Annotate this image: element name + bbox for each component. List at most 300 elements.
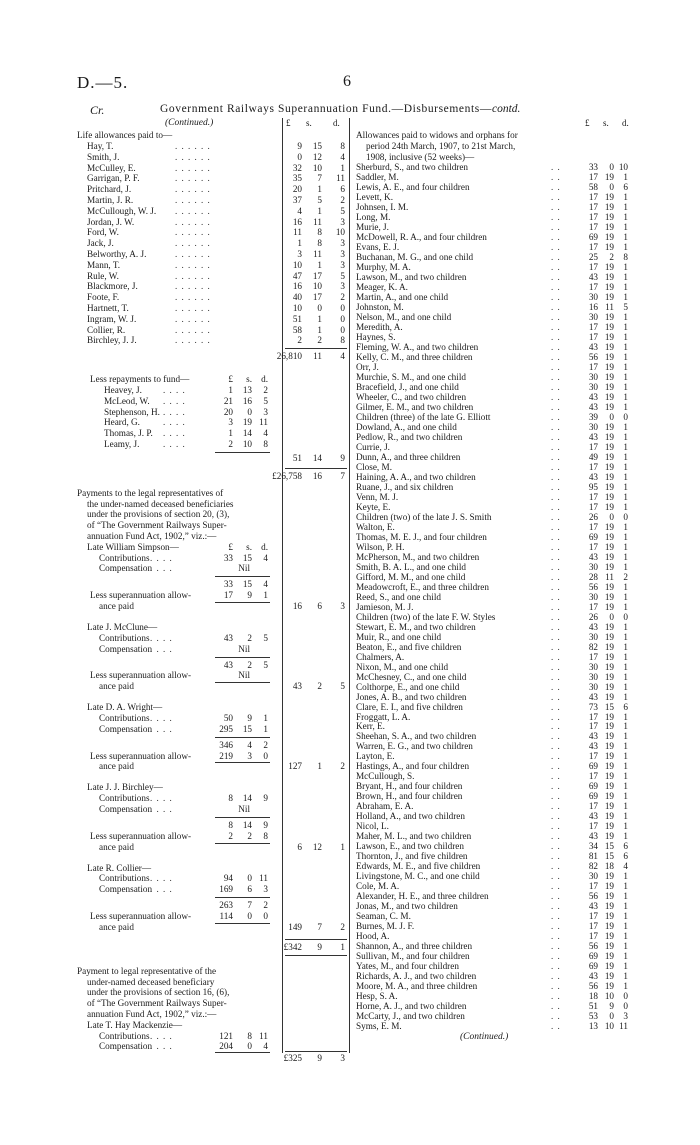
widow-allowance-pence: 1 bbox=[623, 481, 628, 492]
leader-dots: . . bbox=[551, 1011, 561, 1022]
widow-allowance-pounds: 69 bbox=[588, 232, 598, 243]
life-allowance-pence: 8 bbox=[340, 335, 345, 346]
life-allowance-shillings: 17 bbox=[312, 270, 322, 281]
widow-allowance-name: Haining, A. A., and two children bbox=[356, 471, 476, 482]
widow-allowance-pounds: 17 bbox=[588, 362, 598, 373]
widow-allowance-pounds: 69 bbox=[588, 791, 598, 802]
widow-allowance-pence: 1 bbox=[623, 941, 628, 952]
widow-allowance-name: Jamieson, M. J. bbox=[356, 601, 414, 612]
leader-dots: . . bbox=[551, 761, 561, 772]
estate-sum-shillings: 4 bbox=[247, 739, 252, 750]
widow-allowance-name: Sullivan, M., and four children bbox=[356, 951, 470, 962]
widow-allowance-pounds: 30 bbox=[588, 671, 598, 682]
leader-dots: . . bbox=[551, 292, 561, 303]
widow-allowance-pence: 1 bbox=[623, 591, 628, 602]
less-hdr-shillings: s. bbox=[246, 374, 252, 385]
widow-allowance-name: Chalmers, A. bbox=[356, 651, 405, 662]
widow-allowance-pounds: 43 bbox=[588, 431, 598, 442]
life-allowance-name: Foote, F. bbox=[87, 292, 120, 303]
widow-allowance-shillings: 19 bbox=[604, 372, 614, 383]
repayment-name: Heard, G. bbox=[104, 417, 140, 428]
widow-allowance-name: Shannon, A., and three children bbox=[356, 941, 473, 952]
widow-allowance-shillings: 19 bbox=[604, 471, 614, 482]
widow-allowance-pounds: 17 bbox=[588, 501, 598, 512]
leader-dots: . . . . bbox=[163, 417, 186, 428]
leader-dots: . . . . bbox=[150, 632, 173, 643]
widow-allowance-name: Froggatt, L. A. bbox=[356, 711, 411, 722]
widow-allowance-pence: 1 bbox=[623, 561, 628, 572]
leader-dots: . . bbox=[551, 441, 561, 452]
widow-allowance-pounds: 82 bbox=[588, 861, 598, 872]
leader-dots: . . . . . . bbox=[175, 184, 211, 195]
payments-paragraph-line: of “The Government Railways Super- bbox=[87, 520, 227, 531]
widow-allowance-name: Moore, M. A., and three children bbox=[356, 981, 478, 992]
widow-allowance-pence: 1 bbox=[623, 491, 628, 502]
widow-allowance-name: McPherson, M., and two children bbox=[356, 551, 480, 562]
leader-dots: . . bbox=[551, 551, 561, 562]
leader-dots: . . bbox=[551, 312, 561, 323]
estate-total-shillings: 12 bbox=[312, 841, 322, 852]
estate-compensation-pence: 3 bbox=[263, 884, 268, 895]
widow-allowance-pounds: 17 bbox=[588, 282, 598, 293]
leader-dots: . . bbox=[551, 691, 561, 702]
widow-allowance-shillings: 9 bbox=[609, 1001, 614, 1012]
widow-allowance-pence: 1 bbox=[623, 521, 628, 532]
widow-allowance-shillings: 19 bbox=[604, 641, 614, 652]
widow-allowance-pence: 1 bbox=[623, 681, 628, 692]
life-allowance-pounds: 16 bbox=[292, 216, 302, 227]
widow-allowance-pounds: 51 bbox=[588, 1001, 598, 1012]
widow-allowance-pence: 1 bbox=[623, 202, 628, 213]
estate-hdr-shillings: s. bbox=[246, 541, 252, 552]
estate-sum-shillings: 15 bbox=[242, 579, 252, 590]
life-allowance-name: Ford, W. bbox=[87, 227, 119, 238]
widow-allowance-pence: 1 bbox=[623, 232, 628, 243]
widow-allowance-pence: 1 bbox=[623, 821, 628, 832]
repayment-pence: 2 bbox=[263, 385, 268, 395]
widow-allowance-pence: 1 bbox=[623, 372, 628, 383]
widow-allowance-name: Dunn, A., and three children bbox=[356, 451, 461, 462]
widow-allowance-name: Meager, K. A. bbox=[356, 282, 408, 293]
widow-allowance-pounds: 56 bbox=[588, 941, 598, 952]
widow-allowance-shillings: 11 bbox=[605, 571, 614, 582]
estates-total-shillings: 9 bbox=[317, 941, 322, 952]
leader-dots: . . . . . . bbox=[175, 216, 211, 227]
left-col-shillings-header: s. bbox=[306, 118, 312, 128]
leader-dots: . . bbox=[551, 951, 561, 962]
widow-allowance-pence: 1 bbox=[623, 911, 628, 922]
leader-dots: . . bbox=[551, 621, 561, 632]
widow-allowance-name: McCullough, S. bbox=[356, 771, 415, 782]
estate-compensation-pounds: 295 bbox=[219, 723, 233, 734]
widow-allowance-shillings: 19 bbox=[604, 202, 614, 213]
leader-dots: . . bbox=[551, 871, 561, 882]
widow-allowance-shillings: 19 bbox=[604, 312, 614, 323]
leader-dots: . . bbox=[551, 781, 561, 792]
leader-dots: . . bbox=[551, 202, 561, 213]
leader-dots: . . . . bbox=[150, 793, 173, 804]
estate-sum-shillings: 2 bbox=[247, 659, 252, 670]
widow-allowance-pounds: 43 bbox=[588, 831, 598, 842]
leader-dots: . . bbox=[551, 212, 561, 223]
widow-allowance-pence: 1 bbox=[623, 531, 628, 542]
estate-total-shillings: 2 bbox=[317, 681, 322, 692]
widow-allowance-pounds: 30 bbox=[588, 661, 598, 672]
widow-allowance-shillings: 2 bbox=[609, 252, 614, 263]
widow-allowance-pence: 1 bbox=[623, 471, 628, 482]
widow-allowance-pence: 1 bbox=[623, 272, 628, 283]
right-col-pence-header: d. bbox=[622, 118, 629, 128]
widow-allowance-name: Livingstone, M. C., and one child bbox=[356, 871, 480, 882]
widow-allowance-pounds: 17 bbox=[588, 601, 598, 612]
leader-dots: . . bbox=[551, 651, 561, 662]
leader-dots: . . bbox=[551, 252, 561, 263]
widow-allowance-shillings: 19 bbox=[604, 232, 614, 243]
widow-allowance-pounds: 69 bbox=[588, 961, 598, 972]
widow-allowance-pounds: 34 bbox=[588, 841, 598, 852]
rule bbox=[215, 843, 270, 844]
life-allowance-pounds: 51 bbox=[292, 313, 302, 324]
estate-total-pounds: 149 bbox=[288, 921, 302, 932]
widow-allowance-pounds: 69 bbox=[588, 951, 598, 962]
widow-allowance-name: Lewis, A. E., and four children bbox=[356, 182, 470, 193]
widow-allowance-shillings: 19 bbox=[604, 781, 614, 792]
estate-compensation-pounds: 169 bbox=[219, 884, 233, 895]
leader-dots: . . . . . . bbox=[175, 162, 211, 173]
estate-contributions-shillings: 9 bbox=[247, 713, 252, 723]
widow-allowance-name: Levett, K. bbox=[356, 192, 393, 203]
leader-dots: . . bbox=[551, 851, 561, 862]
widow-allowance-pounds: 17 bbox=[588, 262, 598, 273]
widow-allowance-pounds: 39 bbox=[588, 411, 598, 422]
estate-allowance-pounds: 114 bbox=[219, 911, 233, 921]
leader-dots: . . bbox=[551, 751, 561, 762]
widow-allowance-pounds: 17 bbox=[588, 911, 598, 922]
widow-allowance-name: Nelson, M., and one child bbox=[356, 312, 452, 323]
widow-allowance-name: Layton, E. bbox=[356, 751, 395, 762]
widow-allowance-pounds: 73 bbox=[588, 701, 598, 712]
estate-sum-pounds: 263 bbox=[219, 900, 233, 911]
life-allowance-pence: 1 bbox=[340, 162, 345, 173]
leader-dots: . . bbox=[551, 841, 561, 852]
widow-allowance-name: Close, M. bbox=[356, 461, 392, 472]
widow-allowance-shillings: 19 bbox=[604, 481, 614, 492]
widow-allowance-shillings: 19 bbox=[604, 292, 614, 303]
widow-allowance-pounds: 17 bbox=[588, 332, 598, 343]
leader-dots: . . . . . . bbox=[175, 270, 211, 281]
widow-allowance-shillings: 19 bbox=[604, 921, 614, 932]
estate-total-pounds: 43 bbox=[292, 681, 302, 692]
estate-name: Late D. A. Wright— bbox=[87, 702, 163, 713]
widow-allowance-pounds: 30 bbox=[588, 631, 598, 642]
leader-dots: . . . . . . bbox=[175, 238, 211, 249]
widow-allowance-shillings: 19 bbox=[604, 721, 614, 732]
estate-contributions-pounds: 43 bbox=[223, 632, 233, 643]
leader-dots: . . bbox=[551, 531, 561, 542]
estate-allowance-pounds: 17 bbox=[223, 590, 233, 601]
widow-allowance-pence: 6 bbox=[623, 182, 628, 193]
life-allowance-pence: 3 bbox=[340, 249, 345, 259]
life-allowance-pounds: 32 bbox=[292, 162, 302, 173]
widow-allowance-pounds: 17 bbox=[588, 651, 598, 662]
widow-allowance-pence: 0 bbox=[623, 1001, 628, 1012]
widow-allowance-pounds: 56 bbox=[588, 981, 598, 992]
estate-contributions-pounds: 8 bbox=[228, 793, 233, 804]
widow-allowance-pence: 6 bbox=[623, 841, 628, 852]
leader-dots: . . bbox=[551, 831, 561, 842]
leader-dots: . . . . . . bbox=[175, 281, 211, 292]
widow-allowance-pence: 1 bbox=[623, 342, 628, 353]
life-allowance-pence: 2 bbox=[340, 195, 345, 205]
widow-allowance-shillings: 19 bbox=[604, 272, 614, 283]
estate-contributions-shillings: 14 bbox=[242, 793, 252, 804]
leader-dots: . . bbox=[551, 921, 561, 932]
widow-allowance-name: Hastings, A., and four children bbox=[356, 761, 470, 772]
widow-allowance-name: Pedlow, R., and two children bbox=[356, 431, 463, 442]
repayment-pounds: 20 bbox=[223, 406, 233, 417]
estate-total-shillings: 1 bbox=[317, 761, 322, 772]
life-allowance-pounds: 40 bbox=[292, 292, 302, 303]
widow-allowance-pounds: 43 bbox=[588, 731, 598, 742]
repayment-name: McLeod, W. bbox=[104, 395, 150, 406]
widow-allowance-pence: 1 bbox=[623, 921, 628, 932]
estate-sum-shillings: 7 bbox=[247, 900, 252, 911]
widow-allowance-shillings: 19 bbox=[604, 901, 614, 912]
leader-dots: . . . . bbox=[150, 884, 173, 895]
widow-allowance-shillings: 10 bbox=[604, 1021, 614, 1032]
leader-dots: . . bbox=[551, 591, 561, 602]
widow-allowance-pence: 1 bbox=[623, 262, 628, 273]
life-allowance-pounds: 35 bbox=[292, 173, 302, 184]
leader-dots: . . bbox=[551, 671, 561, 682]
life-allowance-pounds: 58 bbox=[292, 324, 302, 335]
widow-allowance-shillings: 19 bbox=[604, 531, 614, 542]
widow-allowance-shillings: 19 bbox=[604, 551, 614, 562]
payment-paragraph-line: under the provisions of section 16, (6), bbox=[87, 987, 230, 998]
leader-dots: . . bbox=[551, 272, 561, 283]
widow-allowance-pence: 1 bbox=[623, 501, 628, 512]
widow-allowance-name: Edwards, M. E., and five children bbox=[356, 861, 481, 872]
estate-total-shillings: 7 bbox=[317, 921, 322, 932]
leader-dots: . . bbox=[551, 521, 561, 532]
estate-sum-pounds: 43 bbox=[223, 659, 233, 670]
estate-allowance-shillings: 3 bbox=[247, 750, 252, 761]
estate-name: Late T. Hay Mackenzie— bbox=[87, 1019, 183, 1030]
widow-allowance-name: Lawson, E., and two children bbox=[356, 841, 464, 852]
estate-contributions-pence: 1 bbox=[263, 713, 268, 723]
widow-allowance-pounds: 17 bbox=[588, 771, 598, 782]
widow-allowance-name: Long, M. bbox=[356, 212, 391, 223]
widow-allowance-shillings: 19 bbox=[604, 981, 614, 992]
widow-allowance-pence: 11 bbox=[619, 1021, 628, 1032]
widow-allowance-pounds: 69 bbox=[588, 781, 598, 792]
leader-dots: . . bbox=[551, 471, 561, 482]
life-allowance-pounds: 4 bbox=[297, 205, 302, 216]
leader-dots: . . bbox=[551, 891, 561, 902]
widow-allowance-shillings: 19 bbox=[604, 541, 614, 552]
life-total-pounds: 26,810 bbox=[276, 351, 302, 362]
life-allowance-shillings: 11 bbox=[313, 216, 322, 227]
widow-allowance-pounds: 17 bbox=[588, 921, 598, 932]
widow-allowance-pence: 1 bbox=[623, 382, 628, 393]
widow-allowance-shillings: 15 bbox=[604, 701, 614, 712]
repayment-pence: 8 bbox=[263, 439, 268, 449]
widow-allowance-shillings: 19 bbox=[604, 242, 614, 253]
leader-dots: . . bbox=[551, 911, 561, 922]
widow-allowance-pounds: 17 bbox=[588, 441, 598, 452]
leader-dots: . . . . bbox=[150, 643, 173, 654]
widow-allowance-shillings: 19 bbox=[604, 891, 614, 902]
widow-allowance-pounds: 17 bbox=[588, 711, 598, 722]
estate-allowance-pence: 0 bbox=[263, 911, 268, 921]
widow-allowance-shillings: 0 bbox=[609, 182, 614, 193]
estate-total-pence: 1 bbox=[340, 841, 345, 852]
less-repayments-title: Less repayments to fund— bbox=[90, 374, 190, 385]
leader-dots: . . bbox=[551, 182, 561, 193]
life-net-total-pounds: £26,758 bbox=[272, 470, 302, 481]
widow-allowance-pence: 1 bbox=[623, 431, 628, 442]
widow-allowance-name: Orr, J. bbox=[356, 362, 379, 373]
widow-allowance-pounds: 26 bbox=[588, 611, 598, 622]
widow-allowance-pence: 1 bbox=[623, 551, 628, 562]
widow-allowance-name: Walton, E. bbox=[356, 521, 395, 532]
compensation-label: Compensation bbox=[99, 563, 153, 574]
less-allowance-label: Less superannuation allow- bbox=[90, 670, 192, 681]
widow-allowance-pence: 1 bbox=[623, 641, 628, 652]
estate-contributions-pounds: 94 bbox=[223, 873, 233, 884]
estate-allowance-pence: 8 bbox=[263, 830, 268, 841]
widow-allowance-name: Murie, J. bbox=[356, 222, 389, 233]
less-allowance-label-2: ance paid bbox=[99, 921, 134, 932]
widow-allowance-pence: 1 bbox=[623, 791, 628, 802]
rule bbox=[215, 817, 270, 818]
widow-allowance-pounds: 56 bbox=[588, 352, 598, 363]
compensation-label: Compensation bbox=[99, 884, 153, 895]
widow-allowance-pounds: 17 bbox=[588, 801, 598, 812]
estate-allowance-pounds: 219 bbox=[219, 750, 233, 761]
widow-allowance-pounds: 82 bbox=[588, 641, 598, 652]
estate-sum-pence: 2 bbox=[263, 900, 268, 911]
less-allowance-label: Less superannuation allow- bbox=[90, 590, 192, 601]
leader-dots: . . . . . . bbox=[175, 151, 211, 162]
widow-allowance-shillings: 19 bbox=[604, 941, 614, 952]
estate-hdr-pounds: £ bbox=[228, 541, 233, 552]
estate-name: Late R. Collier— bbox=[87, 862, 152, 873]
widow-allowance-pence: 1 bbox=[623, 761, 628, 772]
continued-footer: (Continued.) bbox=[460, 1032, 509, 1042]
page-heading-contd: contd. bbox=[491, 103, 521, 115]
leader-dots: . . . . . . bbox=[175, 249, 211, 259]
widow-allowance-shillings: 19 bbox=[604, 651, 614, 662]
widow-allowance-pence: 1 bbox=[623, 402, 628, 412]
widow-allowance-pence: 1 bbox=[623, 671, 628, 682]
compensation-label: Compensation bbox=[99, 1041, 153, 1052]
rule bbox=[215, 737, 270, 738]
widow-allowance-pence: 1 bbox=[623, 731, 628, 742]
leader-dots: . . . . bbox=[150, 723, 173, 734]
widow-allowance-pence: 6 bbox=[623, 701, 628, 712]
widow-allowance-pounds: 17 bbox=[588, 931, 598, 942]
leader-dots: . . bbox=[551, 352, 561, 363]
leader-dots: . . bbox=[551, 961, 561, 972]
compensation-label: Compensation bbox=[99, 723, 153, 734]
life-allowance-pounds: 1 bbox=[297, 238, 302, 249]
less-hdr-pence: d. bbox=[261, 374, 268, 385]
widows-intro-line: 1908, inclusive (52 weeks)— bbox=[366, 151, 475, 162]
widow-allowance-shillings: 19 bbox=[604, 382, 614, 393]
life-allowance-name: Belworthy, A. J. bbox=[87, 249, 147, 259]
estate-compensation-pence: 1 bbox=[263, 723, 268, 734]
estate-contributions-shillings: 0 bbox=[247, 873, 252, 884]
widow-allowance-name: Fleming, W. A., and two children bbox=[356, 342, 479, 353]
widow-allowance-pounds: 30 bbox=[588, 312, 598, 323]
widow-allowance-pounds: 16 bbox=[588, 302, 598, 313]
widow-allowance-pounds: 17 bbox=[588, 222, 598, 233]
life-allowance-pence: 3 bbox=[340, 216, 345, 227]
widow-allowance-pounds: 17 bbox=[588, 521, 598, 532]
life-allowance-name: Hay, T. bbox=[87, 141, 114, 151]
estate-sum-pence: 5 bbox=[263, 659, 268, 670]
widows-intro-line: Allowances paid to widows and orphans for bbox=[356, 130, 518, 140]
repayment-pence: 5 bbox=[263, 395, 268, 406]
estate-total-pounds: 127 bbox=[288, 761, 302, 772]
leader-dots: . . bbox=[551, 461, 561, 472]
life-allowance-pence: 0 bbox=[340, 324, 345, 335]
life-allowance-name: Jack, J. bbox=[87, 238, 114, 249]
widow-allowance-pounds: 17 bbox=[588, 881, 598, 892]
life-allowance-pence: 3 bbox=[340, 281, 345, 292]
leader-dots: . . . . bbox=[150, 1041, 173, 1052]
widow-allowance-name: McChesney, C., and one child bbox=[356, 671, 467, 682]
less-allowance-label-2: ance paid bbox=[99, 841, 134, 852]
widow-allowance-shillings: 19 bbox=[604, 741, 614, 752]
leader-dots: . . bbox=[551, 581, 561, 592]
less-allowance-label-2: ance paid bbox=[99, 601, 134, 611]
less-hdr-pounds: £ bbox=[228, 374, 233, 385]
widow-allowance-pence: 10 bbox=[618, 162, 628, 173]
widow-allowance-pounds: 53 bbox=[588, 1011, 598, 1022]
widow-allowance-pence: 1 bbox=[623, 282, 628, 293]
leader-dots: . . bbox=[551, 811, 561, 822]
estate-sum-pounds: 346 bbox=[219, 739, 233, 750]
widow-allowance-name: Children (two) of the late F. W. Styles bbox=[356, 611, 496, 622]
widow-allowance-name: Martin, A., and one child bbox=[356, 292, 449, 303]
leader-dots: . . bbox=[551, 731, 561, 742]
life-allowance-name: Birchley, J. J. bbox=[87, 335, 137, 346]
leader-dots: . . . . bbox=[150, 552, 173, 563]
widow-allowance-pence: 1 bbox=[623, 322, 628, 333]
widow-allowance-shillings: 19 bbox=[604, 192, 614, 203]
widow-allowance-name: Reed, S., and one child bbox=[356, 591, 441, 602]
contributions-label: Contributions bbox=[99, 552, 150, 563]
widow-allowance-pounds: 17 bbox=[588, 461, 598, 472]
leader-dots: . . bbox=[551, 1001, 561, 1012]
widow-allowance-shillings: 19 bbox=[604, 951, 614, 962]
leader-dots: . . bbox=[551, 372, 561, 383]
widow-allowance-shillings: 15 bbox=[604, 851, 614, 862]
widow-allowance-name: Thornton, J., and five children bbox=[356, 851, 468, 862]
leader-dots: . . bbox=[551, 701, 561, 712]
widow-allowance-name: Hesp, S. A. bbox=[356, 991, 398, 1002]
widow-allowance-pounds: 58 bbox=[588, 182, 598, 193]
widow-allowance-shillings: 0 bbox=[609, 162, 614, 173]
leader-dots: . . . . bbox=[163, 439, 186, 449]
life-allowance-name: Jordan, J. W. bbox=[87, 216, 135, 227]
widow-allowance-pounds: 30 bbox=[588, 382, 598, 393]
widow-allowance-name: Murchie, S. M., and one child bbox=[356, 372, 466, 383]
widow-allowance-name: Kerr, E. bbox=[356, 721, 385, 732]
estate-contributions-shillings: 15 bbox=[242, 552, 252, 563]
